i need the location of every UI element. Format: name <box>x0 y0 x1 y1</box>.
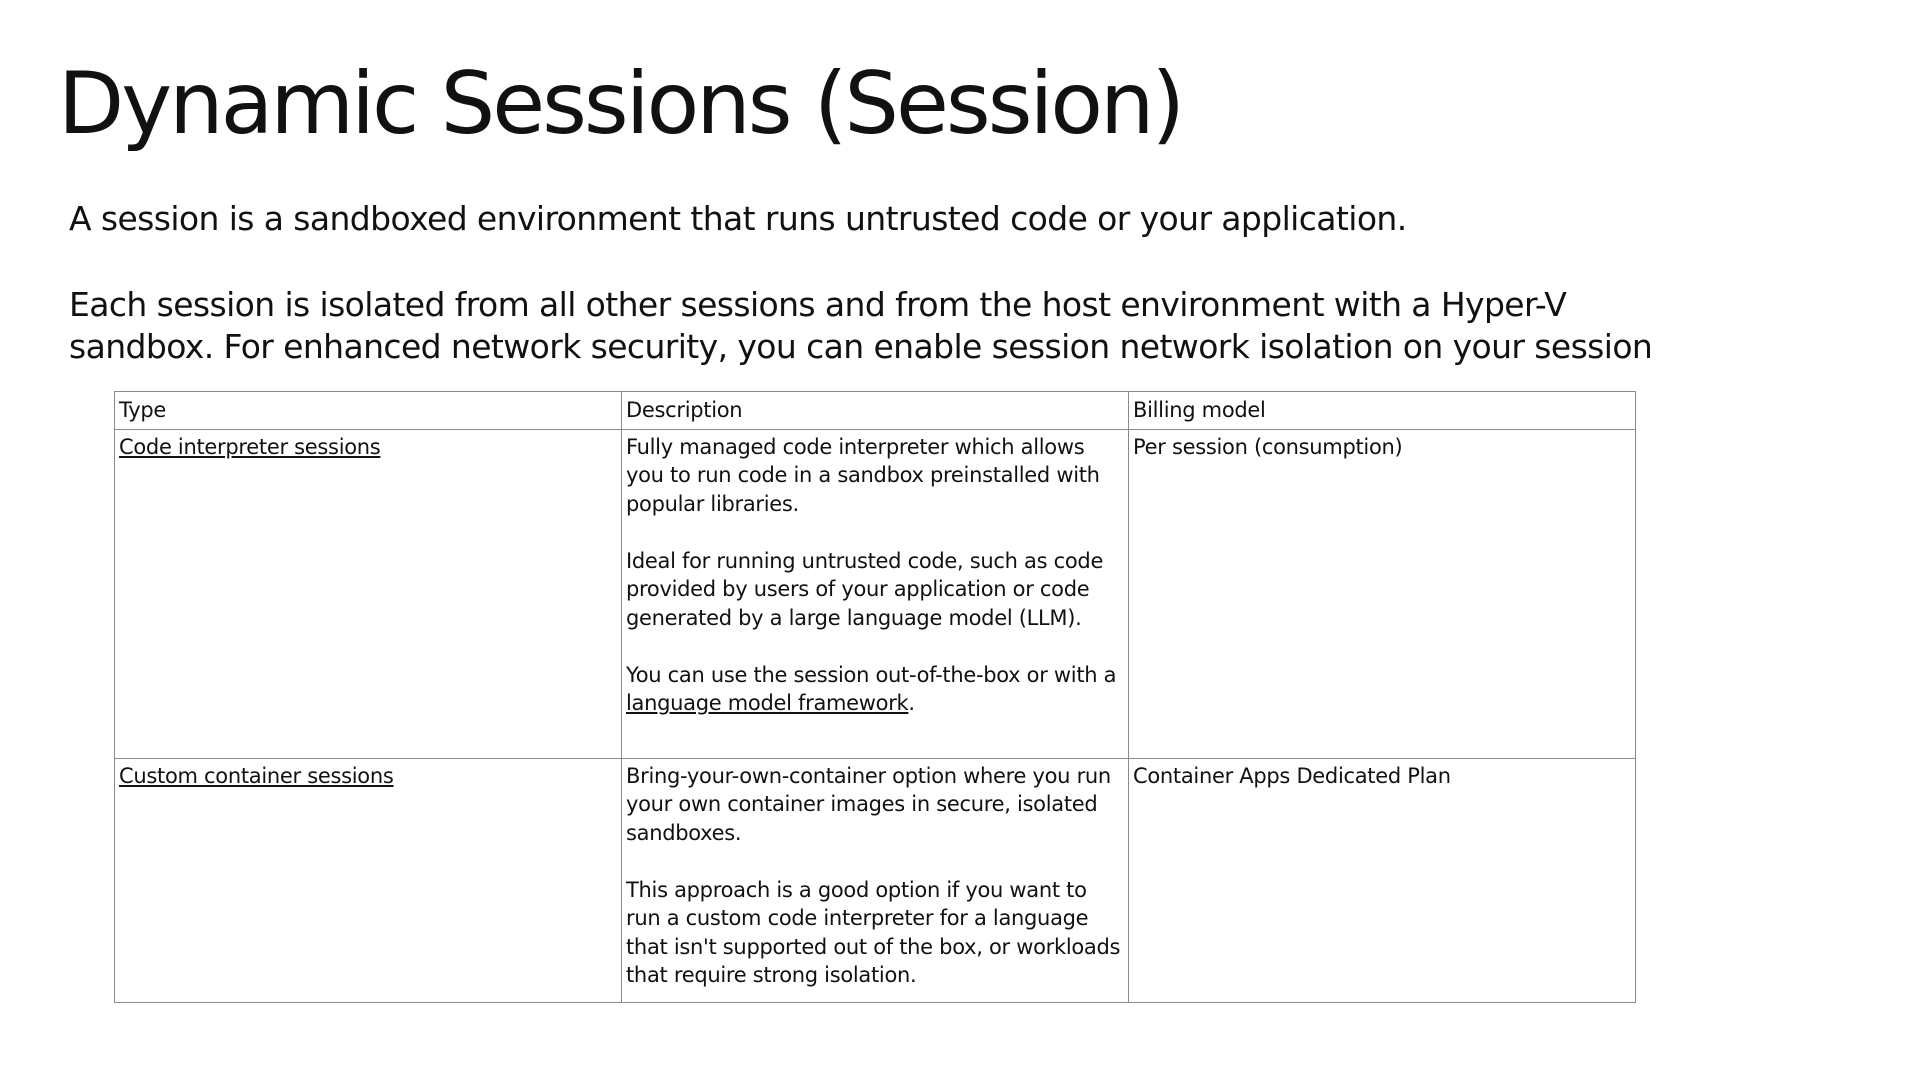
table-header-row <box>115 392 1636 430</box>
table-row <box>115 429 1636 758</box>
session-types-table <box>114 391 1636 1003</box>
description-paragraph: This approach is a good option if you want to run a custom code interpreter for a language that isn't supported out of the box, or workloads that require strong isolation. <box>626 877 1121 987</box>
type-cell <box>115 758 622 1002</box>
header-description: Description <box>622 392 1129 430</box>
header-type: Type <box>115 392 622 430</box>
custom-container-sessions-link[interactable]: Custom container sessions <box>119 763 394 788</box>
description-cell <box>622 429 1129 758</box>
description-paragraph: Fully managed code interpreter which allows you to run code in a sandbox preinstalled with popular libraries. <box>626 434 1100 516</box>
description-paragraph: Bring-your-own-container option where you run your own container images in secure, isolated sandboxes. <box>626 763 1111 845</box>
code-interpreter-sessions-link[interactable]: Code interpreter sessions <box>119 434 381 459</box>
table-row <box>115 758 1636 1002</box>
language-model-framework-link[interactable]: language model framework <box>626 691 909 715</box>
description-cell <box>622 758 1129 1002</box>
description-paragraph: Ideal for running untrusted code, such as code provided by users of your application or code generated by a large language model (LLM). <box>626 548 1104 630</box>
type-cell <box>115 429 622 758</box>
description-paragraph <box>626 661 1124 718</box>
header-billing: Billing model <box>1129 392 1636 430</box>
isolation-line-1: Each session is isolated from all other sessions and from the host environment with a Hyper-V <box>69 285 1567 324</box>
description-text: . <box>908 691 915 715</box>
page-title: Dynamic Sessions (Session) <box>58 54 1183 154</box>
billing-cell: Container Apps Dedicated Plan <box>1129 758 1636 1002</box>
description-text: You can use the session out-of-the-box or with a <box>626 662 1117 687</box>
isolation-line-2: sandbox. For enhanced network security, you can enable session network isolation on your session <box>69 327 1653 366</box>
isolation-text <box>69 284 1729 368</box>
intro-text: A session is a sandboxed environment that runs untrusted code or your application. <box>69 199 1407 238</box>
billing-cell: Per session (consumption) <box>1129 429 1636 758</box>
